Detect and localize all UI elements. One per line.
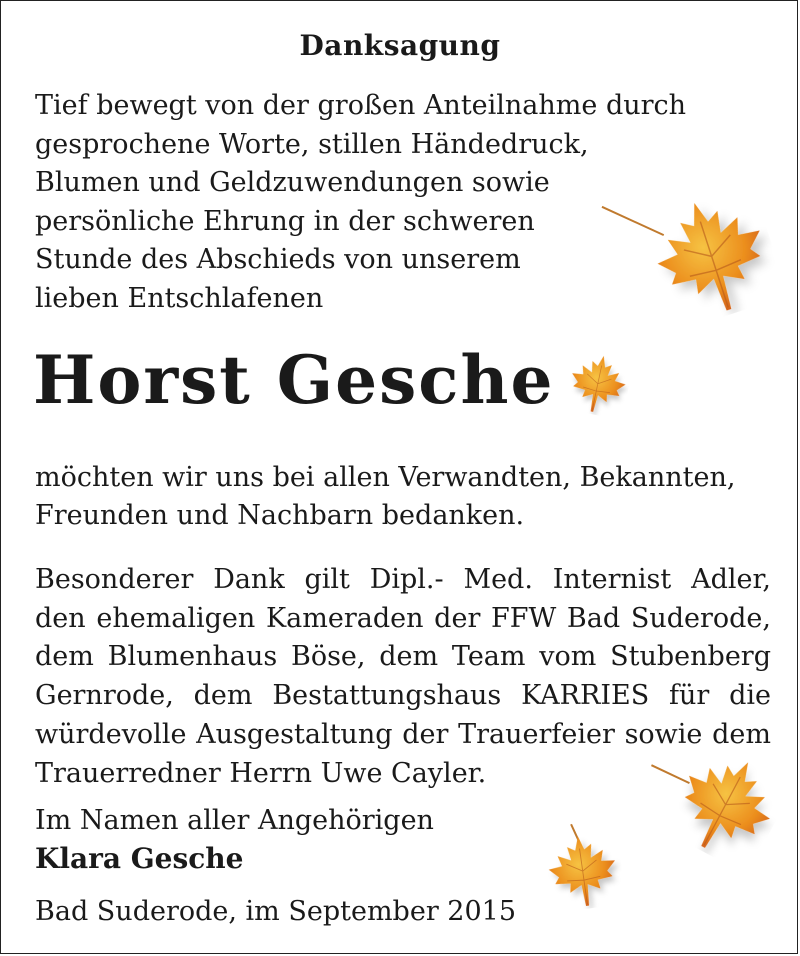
intro-line: Tief bewegt von der großen Anteilnahme durch (35, 90, 687, 121)
intro-line: Stunde des Abschieds von unserem (35, 244, 521, 275)
special-thanks-line: Trauerredner Herrn Uwe Cayler. (35, 757, 487, 789)
thanks-paragraph (35, 459, 775, 535)
thanks-line: möchten wir uns bei allen Verwandten, Bekannten, (35, 462, 736, 493)
signer-name: Klara Gesche (35, 842, 244, 875)
thanks-line: Freunden und Nachbarn bedanken. (35, 500, 525, 531)
place-date: Bad Suderode, im September 2015 (35, 896, 517, 927)
intro-line: persönliche Ehrung in der schweren (35, 205, 535, 237)
special-thanks-line: Besonderer Dank gilt Dipl.- Med. Internist Adler, (35, 564, 771, 595)
maple-leaf-icon (556, 340, 641, 425)
special-thanks-line: dem Blumenhaus Böse, dem Team vom Stubenberg (35, 641, 771, 673)
intro-line: lieben Entschlafenen (35, 282, 324, 314)
maple-leaf-icon (531, 815, 635, 917)
special-thanks-line: den ehemaligen Kameraden der FFW Bad Suderode, (35, 602, 771, 634)
on-behalf-line: Im Namen aller Angehörigen (35, 805, 434, 836)
closing-block (35, 802, 434, 878)
intro-paragraph (35, 87, 687, 318)
intro-line: Blumen und Geldzuwendungen sowie (35, 167, 550, 198)
special-thanks-line: würdevolle Ausgestaltung der Trauerfeier sowie dem (35, 718, 771, 750)
heading: Danksagung (299, 29, 501, 62)
deceased-name: Horst Gesche (33, 341, 555, 419)
special-thanks-line: Gernrode, dem Bestattungshaus KARRIES für die (35, 680, 771, 712)
intro-line: gesprochene Worte, stillen Händedruck, (35, 128, 589, 160)
